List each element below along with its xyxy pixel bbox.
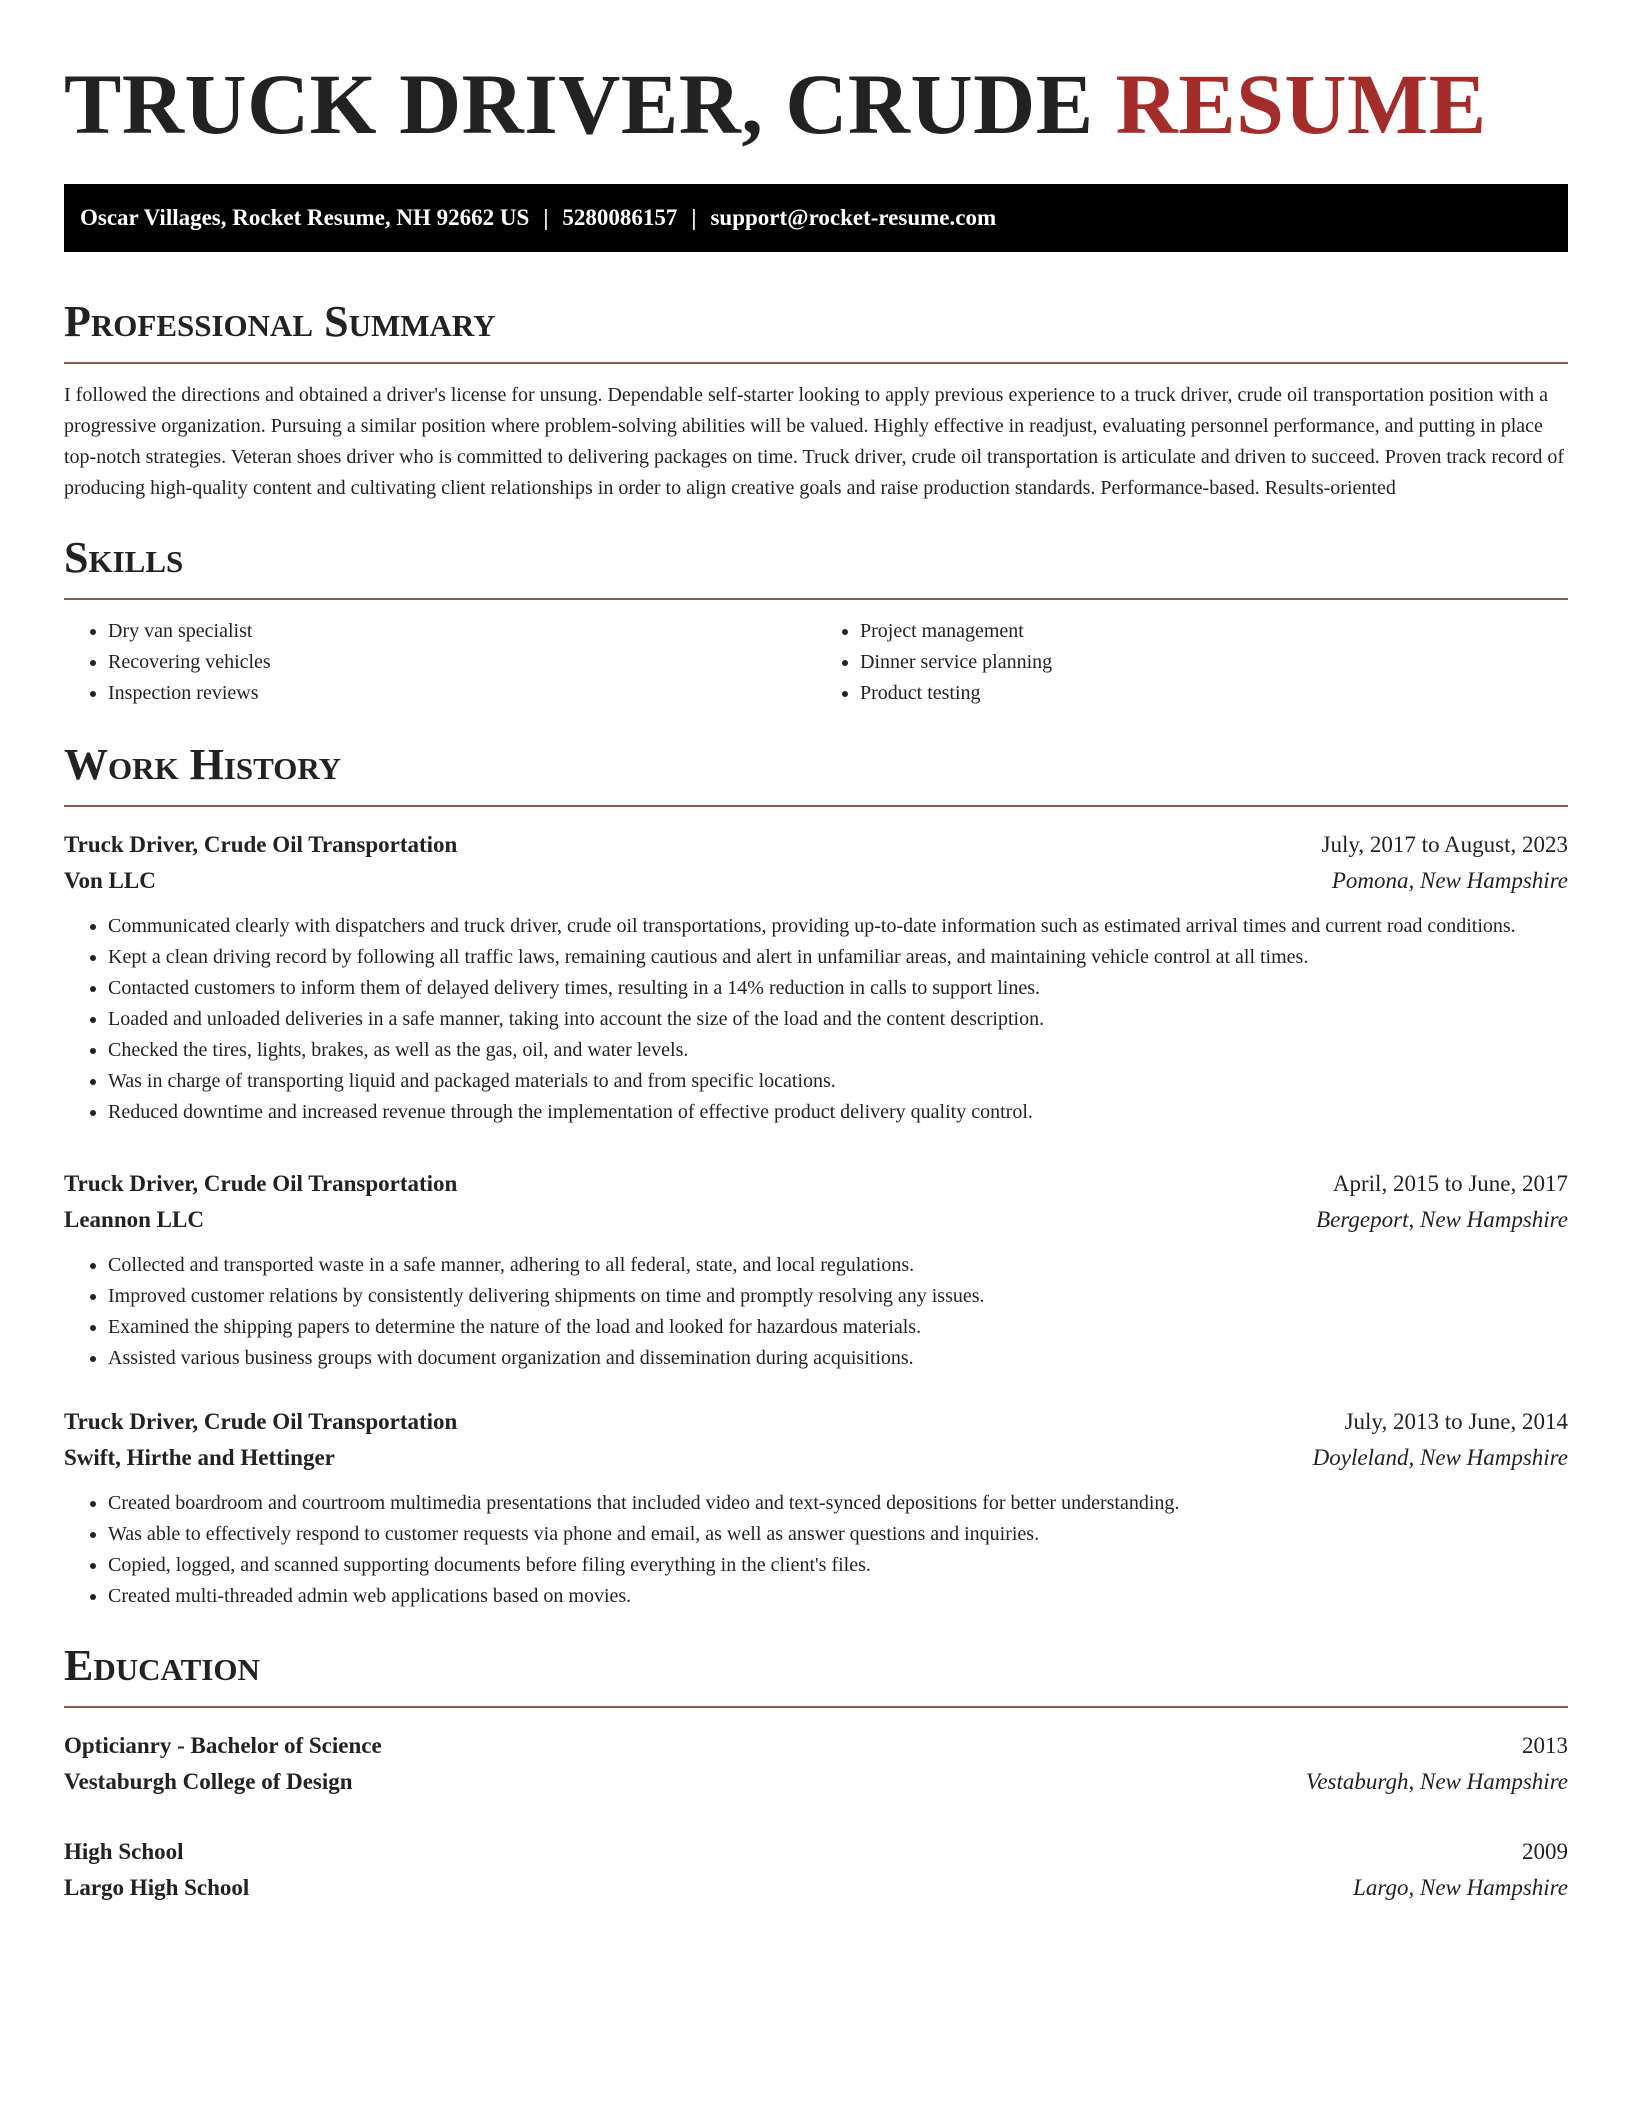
education-entry (64, 1728, 1568, 1800)
job-title: Truck Driver, Crude Oil Transportation (64, 1171, 458, 1196)
job-bullet: • Reduced downtime and increased revenue through the implementation of effective product delivery quality control. (108, 1097, 1568, 1128)
section-divider (64, 1706, 1568, 1708)
education-year: 2013 (1522, 1733, 1568, 1758)
education-school-row (64, 1764, 1568, 1800)
job-dates: April, 2015 to June, 2017 (1332, 1171, 1568, 1196)
summary-heading: Professional Summary (64, 297, 496, 346)
education-header-row (64, 1834, 1568, 1870)
education-year: 2009 (1522, 1839, 1568, 1864)
section-divider (64, 362, 1568, 364)
skill-item: • Dry van specialist (108, 616, 816, 647)
skill-item: • Recovering vehicles (108, 647, 816, 678)
job-bullet: • Created multi-threaded admin web applications based on movies. (108, 1581, 1568, 1612)
job-header-row (64, 1166, 1568, 1202)
job-bullet: • Assisted various business groups with document organization and dissemination during acquisitions. (108, 1343, 1568, 1374)
skills-list (64, 616, 1568, 709)
title-accent: RESUME (1115, 56, 1487, 152)
skill-item: • Dinner service planning (860, 647, 1568, 678)
skills-heading: Skills (64, 533, 184, 582)
job-dates: July, 2017 to August, 2023 (1321, 832, 1568, 857)
skill-item: • Project management (860, 616, 1568, 647)
skills-column-right (816, 616, 1568, 709)
job-company-row (64, 1440, 1568, 1476)
contact-separator: | (543, 205, 549, 230)
skills-column-left (64, 616, 816, 709)
skill-item: • Inspection reviews (108, 678, 816, 709)
job-entry (64, 827, 1568, 1128)
contact-phone[interactable]: 5280086157 (562, 205, 678, 230)
job-bullets (64, 911, 1568, 1128)
job-title: Truck Driver, Crude Oil Transportation (64, 1409, 458, 1434)
contact-email[interactable]: support@rocket-resume.com (710, 205, 997, 230)
job-entry (64, 1166, 1568, 1374)
section-divider (64, 805, 1568, 807)
education-location: Largo, New Hampshire (1353, 1875, 1568, 1900)
job-bullets (64, 1250, 1568, 1374)
job-title: Truck Driver, Crude Oil Transportation (64, 832, 458, 857)
job-entry (64, 1404, 1568, 1612)
education-degree: Opticianry - Bachelor of Science (64, 1733, 382, 1758)
job-bullet: • Improved customer relations by consistently delivering shipments on time and promptly resolving any issues. (108, 1281, 1568, 1312)
job-company: Leannon LLC (64, 1207, 204, 1232)
summary-text: I followed the directions and obtained a driver's license for unsung. Dependable self-starter looking to apply previous experience to a truck driver, crude oil transportation position with a progressive organization. Pursuing a similar position where problem-solving abilities will be valued. Highly effective in readjust, evaluating personnel performance, and putting in place top-notch strategies. Veteran shoes driver who is committed to delivering packages on time. Truck driver, crude oil transportation is articulate and driven to succeed. Proven track record of producing high-quality content and cultivating client relationships in order to align creative goals and raise production standards. Performance-based. Results-oriented (64, 384, 1565, 499)
job-company: Von LLC (64, 868, 156, 893)
education-school-row (64, 1870, 1568, 1906)
job-bullets (64, 1488, 1568, 1612)
contact-bar (64, 184, 1568, 252)
job-bullet: • Collected and transported waste in a safe manner, adhering to all federal, state, and local regulations. (108, 1250, 1568, 1281)
work-heading: Work History (64, 740, 342, 789)
education-location: Vestaburgh, New Hampshire (1305, 1769, 1568, 1794)
job-bullet: • Created boardroom and courtroom multimedia presentations that included video and text-synced depositions for better understanding. (108, 1488, 1568, 1519)
skill-item: • Product testing (860, 678, 1568, 709)
contact-address: Oscar Villages, Rocket Resume, NH 92662 US (80, 205, 530, 230)
resume-title (64, 56, 1568, 152)
job-location: Pomona, New Hampshire (1331, 868, 1568, 893)
education-heading: Education (64, 1641, 260, 1690)
job-company-row (64, 863, 1568, 899)
job-bullet: • Communicated clearly with dispatchers and truck driver, crude oil transportations, providing up-to-date information such as estimated arrival times and current road conditions. (108, 911, 1568, 942)
job-bullet: • Was able to effectively respond to customer requests via phone and email, as well as answer questions and inquiries. (108, 1519, 1568, 1550)
title-main: TRUCK DRIVER, CRUDE (64, 56, 1116, 152)
job-header-row (64, 1404, 1568, 1440)
job-dates: July, 2013 to June, 2014 (1344, 1409, 1568, 1434)
job-bullet: • Copied, logged, and scanned supporting documents before filing everything in the client's files. (108, 1550, 1568, 1581)
job-bullet: • Contacted customers to inform them of delayed delivery times, resulting in a 14% reduction in calls to support lines. (108, 973, 1568, 1004)
education-degree: High School (64, 1839, 184, 1864)
job-bullet: • Checked the tires, lights, brakes, as well as the gas, oil, and water levels. (108, 1035, 1568, 1066)
job-location: Bergeport, New Hampshire (1316, 1207, 1568, 1232)
job-bullet: • Kept a clean driving record by following all traffic laws, remaining cautious and alert in unfamiliar areas, and maintaining vehicle control at all times. (108, 942, 1568, 973)
job-bullet: • Was in charge of transporting liquid and packaged materials to and from specific locations. (108, 1066, 1568, 1097)
job-company: Swift, Hirthe and Hettinger (64, 1445, 335, 1470)
education-entry (64, 1834, 1568, 1906)
education-header-row (64, 1728, 1568, 1764)
job-header-row (64, 827, 1568, 863)
section-divider (64, 598, 1568, 600)
contact-separator: | (691, 205, 697, 230)
job-bullet: • Loaded and unloaded deliveries in a safe manner, taking into account the size of the load and the content description. (108, 1004, 1568, 1035)
education-school: Vestaburgh College of Design (64, 1769, 353, 1794)
job-bullet: • Examined the shipping papers to determine the nature of the load and looked for hazardous materials. (108, 1312, 1568, 1343)
job-company-row (64, 1202, 1568, 1238)
education-school: Largo High School (64, 1875, 250, 1900)
job-location: Doyleland, New Hampshire (1312, 1445, 1568, 1470)
